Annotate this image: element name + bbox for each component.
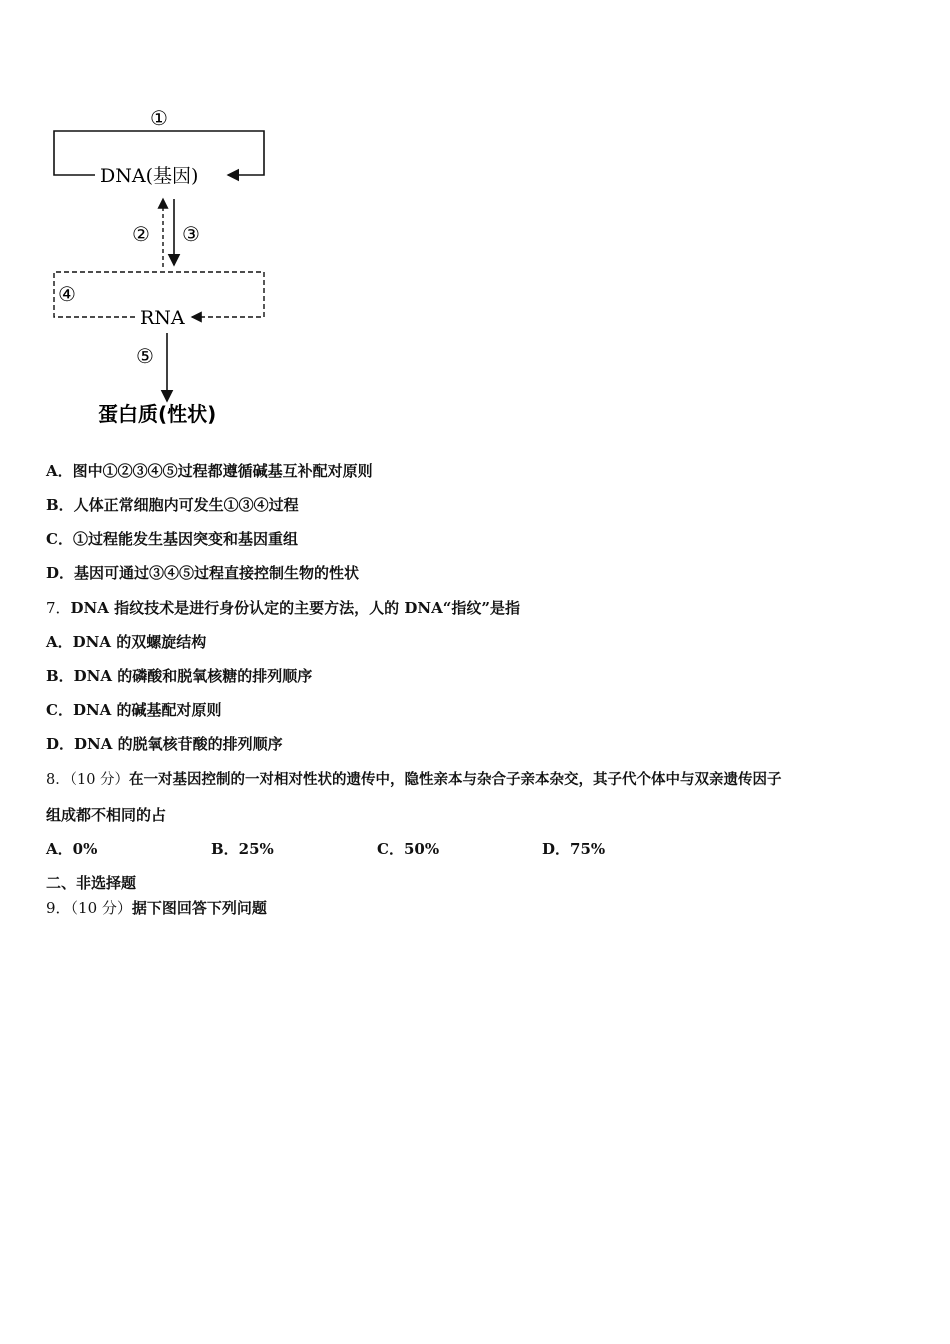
q6-option-b: B．人体正常细胞内可发生①③④过程: [46, 496, 299, 514]
q6-option-a: A．图中①②③④⑤过程都遵循碱基互补配对原则: [46, 462, 373, 480]
q6-option-c: C．①过程能发生基因突变和基因重组: [46, 530, 298, 548]
q9-stem: 据下图回答下列问题: [131, 899, 267, 917]
section-title: 二、非选择题: [46, 874, 137, 892]
process-5-label: ⑤: [136, 344, 154, 368]
q7-option-a: A．DNA 的双螺旋结构: [46, 633, 207, 651]
q7-number: 7．: [46, 599, 71, 617]
q7-option-b: B．DNA 的磷酸和脱氧核糖的排列顺序: [46, 667, 313, 685]
q9-stem-line: [46, 897, 267, 918]
q7-option-c: C．DNA 的碱基配对原则: [46, 701, 222, 719]
process-4-label: ④: [58, 282, 76, 306]
q7-option-d: D．DNA 的脱氧核苷酸的排列顺序: [46, 735, 283, 753]
protein-trait-label: 蛋白质(性状): [98, 402, 217, 426]
q8-stem-1: 在一对基因控制的一对相对性状的遗传中，隐性亲本与杂合子亲本杂交，其子代个体中与双亲遗传因子: [129, 771, 782, 788]
process-2-label: ②: [132, 222, 150, 246]
q8-option-c: C．50%: [377, 840, 440, 858]
q8-option-b: B．25%: [211, 840, 274, 858]
q8-number: 8．（10 分）: [46, 772, 130, 788]
process-3-label: ③: [182, 222, 200, 246]
q8-stem-line1: [46, 768, 782, 789]
q8-option-d: D．75%: [542, 840, 606, 858]
q8-stem-line2: 组成都不相同的占: [46, 806, 167, 824]
q8-option-a: A．0%: [46, 840, 98, 858]
q9-number: 9．（10 分）: [46, 899, 132, 917]
dna-gene-label: DNA(基因): [100, 165, 199, 187]
central-dogma-figure: [40, 95, 300, 440]
q8-options-row: [46, 838, 746, 860]
q7-stem-line: [46, 597, 520, 618]
central-dogma-diagram: [40, 95, 300, 440]
rna-label: RNA: [140, 307, 185, 329]
q7-stem: DNA 指纹技术是进行身份认定的主要方法，人的 DNA“指纹”是指: [70, 599, 520, 617]
q6-option-d: D．基因可通过③④⑤过程直接控制生物的性状: [46, 564, 360, 582]
process-1-label: ①: [150, 106, 168, 130]
